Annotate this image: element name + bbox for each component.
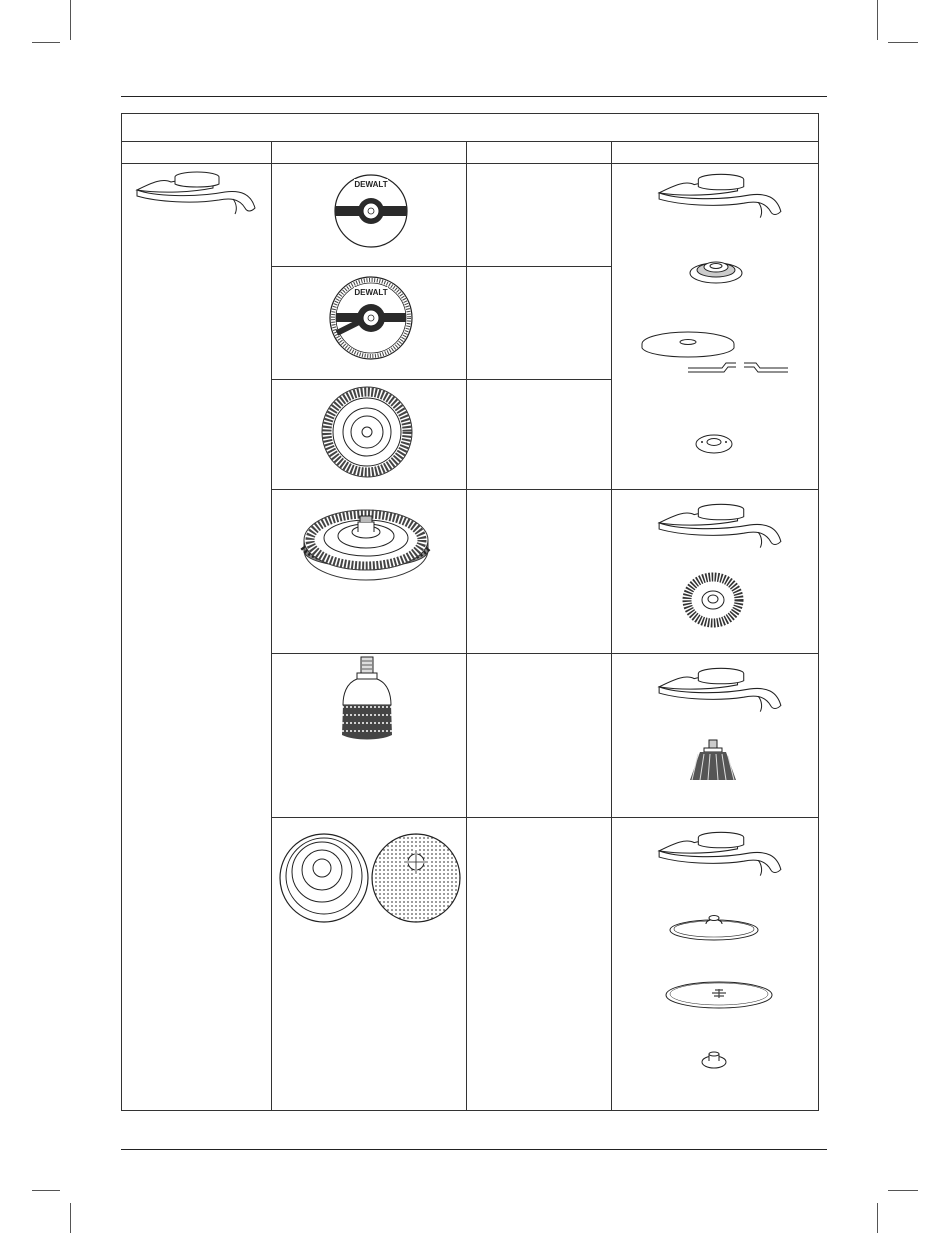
crop-mark-bottom-right-h — [888, 1190, 918, 1191]
header-divider — [122, 163, 818, 164]
clamp-nut-icon-1 — [694, 430, 734, 456]
cup-brush-icon — [688, 738, 738, 782]
sanding-pad-and-disc-icon — [278, 828, 464, 924]
sanding-disc-drawing — [372, 834, 460, 922]
crop-mark-bottom-left-v — [70, 1203, 71, 1233]
crop-mark-top-right-h — [888, 42, 918, 43]
title-divider — [122, 141, 818, 142]
row-divider-1 — [272, 266, 612, 267]
clamp-nut-icon-2 — [700, 1048, 728, 1070]
row-divider-4 — [272, 653, 818, 654]
row-divider-2 — [272, 379, 612, 380]
dewalt-grinding-wheel-icon — [331, 174, 411, 248]
header-rule — [121, 96, 827, 97]
column-divider-1 — [271, 142, 272, 1110]
parts-guard-icon-1 — [655, 170, 785, 224]
disc-spacer-icon — [640, 330, 790, 378]
column-divider-2 — [466, 142, 467, 1110]
parts-guard-icon-4 — [655, 828, 785, 882]
crop-mark-top-left-v — [70, 0, 71, 40]
row-divider-5 — [272, 817, 818, 818]
sanding-disc-icon — [664, 980, 774, 1010]
backing-flange-icon — [688, 255, 744, 285]
column-divider-3 — [611, 142, 612, 1110]
dewalt-label-1: DEWALT — [354, 180, 388, 189]
crop-mark-bottom-right-v — [877, 1203, 878, 1233]
wire-wheel-icon — [682, 572, 744, 628]
crop-mark-top-left-h — [32, 42, 60, 43]
knot-wire-wheel-icon — [301, 498, 431, 582]
parts-guard-icon-3 — [655, 664, 785, 718]
row-divider-3 — [272, 489, 818, 490]
crop-mark-top-right-v — [877, 0, 878, 40]
wire-cup-brush-icon — [340, 655, 394, 741]
dewalt-label-2: DEWALT — [354, 288, 388, 297]
flat-wire-wheel-icon — [317, 386, 417, 478]
footer-rule — [121, 1149, 827, 1150]
guard-icon — [133, 168, 259, 220]
parts-guard-icon-2 — [655, 500, 785, 554]
backing-pad-icon — [668, 908, 760, 942]
crop-mark-bottom-left-h — [32, 1190, 60, 1191]
dewalt-cutting-wheel-icon — [327, 275, 415, 361]
backing-pad-drawing — [280, 834, 368, 922]
